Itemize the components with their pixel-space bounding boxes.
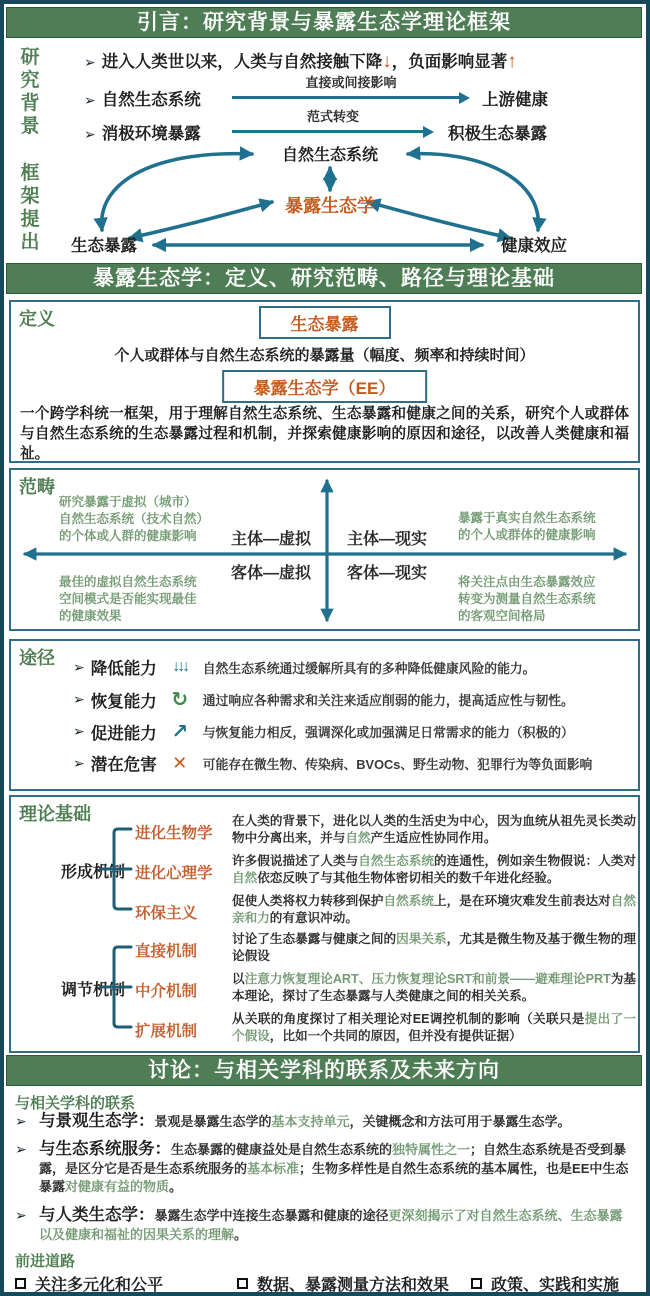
quadrant-label-subject-virtual: 主体—虚拟 <box>230 531 311 548</box>
bullet-1-text: 进入人类世以来，人类与自然接触下降 <box>101 53 383 71</box>
scope-box <box>9 468 640 631</box>
bullet-title: 与人类生态学： <box>39 1206 155 1224</box>
regulation-bracket <box>99 941 133 1041</box>
pathways-box <box>9 639 640 791</box>
bullet-text: 暴露生态学中连接生态暴露和健康的途径更深刻揭示了对自然生态系统、生态暴露以及健康和福祉的因果关系的理解。 <box>39 1208 623 1242</box>
down-arrow-icon: ↓ <box>382 51 392 72</box>
theory-box <box>9 795 640 1053</box>
intro-banner: 引言：研究背景与暴露生态学理论框架 <box>6 7 642 38</box>
background-bullet-2-right: 上游健康 <box>482 91 548 109</box>
term-eco-exposure: 生态暴露 <box>259 306 391 339</box>
quadrant-desc-top-left <box>59 494 209 545</box>
quadrant-desc-bottom-right <box>458 574 596 625</box>
pathways-label: 途径 <box>19 648 55 668</box>
definition-label: 定义 <box>19 309 55 329</box>
bullet-title: 与生态系统服务： <box>39 1140 171 1158</box>
research-background-section <box>6 42 642 143</box>
term-extension-mechanism: 扩展机制 <box>135 1023 198 1040</box>
desc-direct-mechanism: 讨论了生态暴露与健康之间的因果关系，尤其是微生物及基于微生物的理论假设 <box>232 932 637 963</box>
left-diagonal-double-arrow <box>130 202 272 238</box>
paradigm-arrow <box>232 106 434 140</box>
up-arrow-icon: ↑ <box>507 51 517 72</box>
line: 的个体或人群的健康影响 <box>59 529 197 543</box>
line: 的个人或群体的健康影响 <box>458 528 596 542</box>
arrow-bullet-icon: ➢ <box>73 691 85 707</box>
exposure-ecology-definition: 一个跨学科统一框架，用于理解自然生态系统、生态暴露和健康之间的关系，研究个人或群体与自然生态系统的生态暴露过程和机制，并探索健康影响的原因和途径，以改善人类健康和福祉。 <box>20 406 629 462</box>
arrow-bullet-icon: ➢ <box>84 92 96 108</box>
node-health-effect: 健康效应 <box>501 237 567 255</box>
bullet-title: 与景观生态学： <box>39 1112 155 1130</box>
term-evolutionary-biology: 进化生物学 <box>135 825 213 842</box>
research-background-side-label: 研究背景 <box>20 47 40 137</box>
road-item-diversity <box>15 1272 163 1295</box>
road-item-data-methods <box>237 1272 449 1295</box>
pathway-row-restoration <box>73 687 630 712</box>
bullet-1-text-2: ，负面影响显著 <box>391 53 508 71</box>
desc-evolutionary-biology: 在人类的背景下，进化以人类的生活史为中心，因为血统从祖先灵长类动物中分离出来，并与自然产生适应性协同作用。 <box>232 814 636 845</box>
pathway-name: 降低能力 <box>90 660 157 678</box>
arrow-bullet-icon: ➢ <box>73 723 85 739</box>
discussion-banner: 讨论：与相关学科的联系及未来方向 <box>6 1055 642 1086</box>
road-item-policy <box>471 1272 619 1295</box>
node-natural-ecosystem: 自然生态系统 <box>281 147 379 164</box>
body-banner: 暴露生态学：定义、研究范畴、路径与理论基础 <box>6 263 642 294</box>
right-diagonal-double-arrow <box>368 202 510 238</box>
arrow-bullet-icon: ➢ <box>73 658 85 675</box>
circular-arrow-icon: ↻ <box>171 689 189 711</box>
scope-label: 范畴 <box>19 477 55 497</box>
impact-arrow <box>232 72 470 106</box>
bullet-2-left-text: 自然生态系统 <box>101 91 201 109</box>
pathway-name: 潜在危害 <box>90 756 157 774</box>
line: 将关注点由生态暴露效应 <box>458 575 596 589</box>
bullet-text: 生态暴露的健康益处是自然生态系统的独特属性之一；自然生态系统是否受到暴露，是区分它是否是生态系统服务的基本标准；生物多样性是自然生态系统的基本属性，也是EE中生态暴露对健康有益的物质。 <box>39 1142 629 1194</box>
term-environmentalism: 环保主义 <box>135 905 198 922</box>
triple-down-arrows-icon: ↓↓↓ <box>172 658 188 675</box>
pathway-desc: 自然生态系统通过缓解所具有的多种降低健康风险的能力。 <box>202 660 536 676</box>
pathway-desc: 与恢复能力相反，强调深化或加强满足日常需求的能力（积极的） <box>202 725 574 740</box>
arrow-bullet-icon: ➢ <box>15 1141 27 1157</box>
pathway-name: 促进能力 <box>90 724 157 743</box>
pathway-row-harm <box>73 751 630 775</box>
road-heading: 前进道路 <box>15 1253 76 1270</box>
desc-environmentalism: 促使人类将权力转移到保护自然系统上，是在环境灾难发生前表达对自然亲和力的有意识冲动。 <box>232 894 637 925</box>
desc-extension-mechanism: 从关联的角度探讨了相关理论对EE调控机制的影响（关联只是提出了一个假设，比如一个共同的原因，但并没有提供证据） <box>232 1012 636 1043</box>
desc-evolutionary-psychology: 许多假说描述了人类与自然生态系统的连通性，例如亲生物假说：人类对自然依恋反映了与其他生物体密切相关的数千年进化经验。 <box>232 854 637 885</box>
road-item-label: 政策、实践和实施 <box>491 1277 620 1294</box>
framework-section <box>6 138 642 262</box>
road-item-label: 关注多元化和公平 <box>35 1277 164 1294</box>
term-evolutionary-psychology: 进化心理学 <box>135 865 213 882</box>
left-curve-double-arrow <box>102 154 252 230</box>
arrow-bullet-icon: ➢ <box>84 126 96 142</box>
arrow-label-paradigm-shift: 范式转变 <box>306 109 359 124</box>
checkbox-icon <box>471 1278 482 1289</box>
bullet-text: 景观是暴露生态学的基本支持单元，关键概念和方法可用于暴露生态学。 <box>154 1114 571 1129</box>
line: 自然生态系统（技术自然） <box>59 512 210 526</box>
pathway-row-mitigation <box>73 655 630 679</box>
framework-diagram <box>42 138 642 262</box>
quadrant-label-object-real: 客体—现实 <box>347 565 428 582</box>
checkbox-icon <box>237 1278 248 1289</box>
right-arrow-line <box>232 96 460 99</box>
arrow-bullet-icon: ➢ <box>15 1113 27 1129</box>
bullet-landscape-ecology <box>15 1112 632 1132</box>
desc-mediating-mechanism: 以注意力恢复理论ART、压力恢复理论SRT和前景——避难理论PRT为基本理论，探讨了生态暴露与人类健康之间的相关关系。 <box>232 972 637 1003</box>
line: 研究暴露于虚拟（城市） <box>59 495 197 509</box>
pathway-row-promotion <box>73 719 630 744</box>
quadrant-label-subject-real: 主体—现实 <box>347 531 428 548</box>
background-bullet-1 <box>84 48 517 73</box>
cross-icon: ✕ <box>172 752 188 773</box>
term-mediating-mechanism: 中介机制 <box>135 983 198 1000</box>
group-formation-mechanism: 形成机制 <box>61 864 126 881</box>
arrow-label-direct-indirect: 直接或间接影响 <box>305 75 397 90</box>
right-arrow-line <box>232 130 424 133</box>
arrow-bullet-icon: ➢ <box>73 754 85 771</box>
background-bullet-3-right: 积极生态暴露 <box>448 125 547 143</box>
arrow-bullet-icon: ➢ <box>15 1207 27 1223</box>
framework-side-label: 框架提出 <box>20 163 40 253</box>
up-right-arrow-icon: ↗ <box>171 721 189 743</box>
line: 空间模式是否能实现最佳 <box>59 592 197 606</box>
pathway-desc: 通过响应各种需求和关注来适应削弱的能力，提高适应性与韧性。 <box>202 693 574 708</box>
line: 暴露于真实自然生态系统 <box>458 511 596 525</box>
group-regulation-mechanism: 调节机制 <box>61 982 126 999</box>
pathway-name: 恢复能力 <box>90 692 157 711</box>
term-exposure-ecology: 暴露生态学（EE） <box>222 370 428 403</box>
term-eco-exposure-definition: 个人或群体与自然生态系统的暴露量（幅度、频率和持续时间） <box>114 347 535 364</box>
node-exposure-ecology: 暴露生态学 <box>285 196 375 216</box>
pathway-desc: 可能存在微生物、传染病、BVOCs、野生动物、犯罪行为等负面影响 <box>202 756 593 772</box>
arrow-bullet-icon: ➢ <box>84 54 96 70</box>
formation-bracket <box>99 823 133 923</box>
term-direct-mechanism: 直接机制 <box>135 943 198 960</box>
bullet-ecosystem-services <box>15 1140 632 1197</box>
road-item-label: 数据、暴露测量方法和效果 <box>257 1277 450 1294</box>
line: 最佳的虚拟自然生态系统 <box>59 575 197 589</box>
discussion-section <box>9 1090 640 1294</box>
line: 转变为测量自然生态系统 <box>458 592 596 606</box>
node-eco-exposure: 生态暴露 <box>71 237 137 255</box>
bullet-3-left-text: 消极环境暴露 <box>101 125 201 143</box>
quadrant-desc-top-right <box>458 510 596 544</box>
quadrant-label-object-virtual: 客体—虚拟 <box>230 565 311 582</box>
line: 的客观空间格局 <box>458 609 546 623</box>
background-bullet-2-left <box>84 86 201 110</box>
bullet-human-ecology <box>15 1206 632 1244</box>
quadrant-desc-bottom-left <box>59 574 197 625</box>
definition-box <box>9 300 640 463</box>
links-heading: 与相关学科的联系 <box>15 1095 136 1112</box>
line: 的健康效果 <box>59 609 122 623</box>
checkbox-icon <box>15 1278 26 1289</box>
theory-label: 理论基础 <box>19 804 91 824</box>
